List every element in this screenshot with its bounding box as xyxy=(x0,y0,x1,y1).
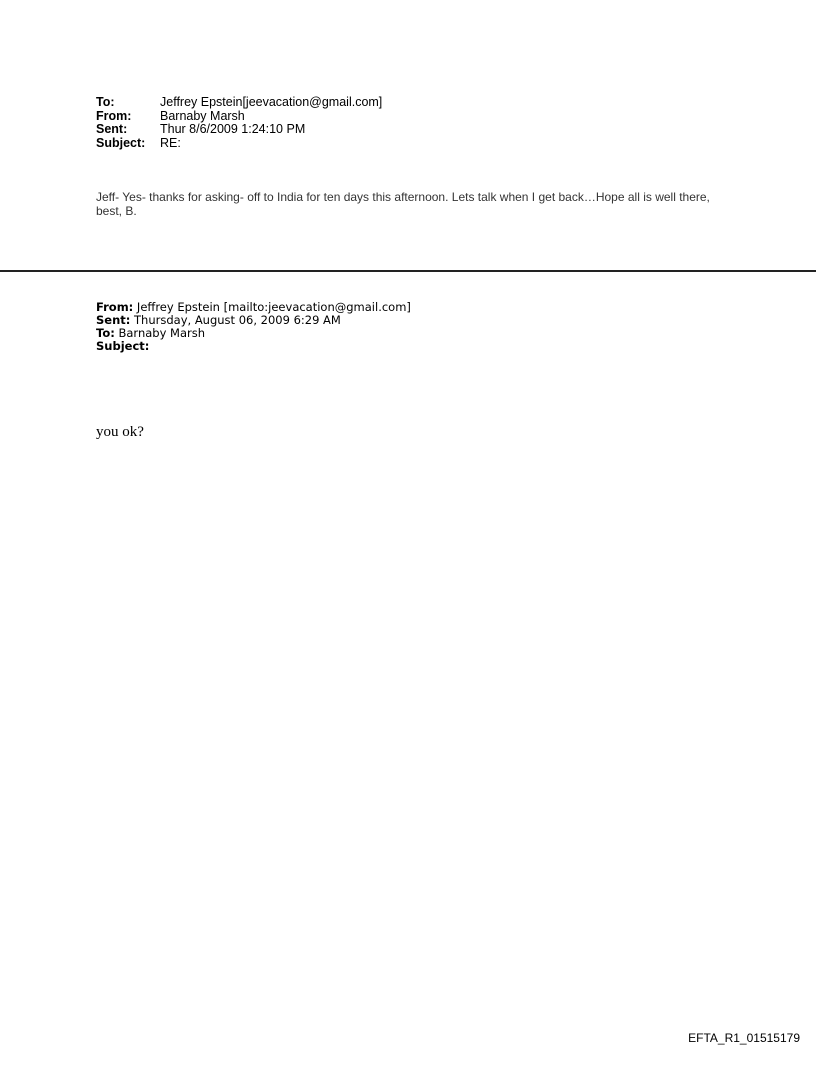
subject-row xyxy=(96,137,382,151)
original-message-body: you ok? xyxy=(96,424,144,440)
original-subject-row xyxy=(96,340,411,353)
to-value: Jeffrey Epstein[jeevacation@gmail.com] xyxy=(160,95,383,109)
to-row xyxy=(96,96,382,110)
from-row xyxy=(96,110,382,124)
original-from-value: Jeffrey Epstein [mailto:jeevacation@gmail.com] xyxy=(133,300,411,314)
original-from-label: From: xyxy=(96,300,134,314)
subject-value: RE: xyxy=(160,135,181,150)
sent-label: Sent: xyxy=(96,122,128,136)
reply-message-body: Jeff- Yes- thanks for asking- off to India for ten days this afternoon. Lets talk when I get back…Hope all is well there, best, B. xyxy=(96,190,710,218)
original-to-value: Barnaby Marsh xyxy=(114,326,206,340)
to-label: To: xyxy=(96,95,115,109)
original-sent-value: Thursday, August 06, 2009 6:29 AM xyxy=(130,313,341,327)
document-id: EFTA_R1_01515179 xyxy=(688,1031,800,1045)
subject-label: Subject: xyxy=(96,135,146,150)
original-sent-label: Sent: xyxy=(96,313,131,327)
message-separator xyxy=(0,270,816,272)
original-to-label: To: xyxy=(96,326,115,340)
sent-row xyxy=(96,123,382,137)
original-subject-label: Subject: xyxy=(96,339,150,353)
reply-email-header xyxy=(96,96,382,150)
original-email-header xyxy=(96,301,411,353)
from-value: Barnaby Marsh xyxy=(160,108,245,123)
from-label: From: xyxy=(96,108,132,123)
sent-value: Thur 8/6/2009 1:24:10 PM xyxy=(160,122,306,136)
